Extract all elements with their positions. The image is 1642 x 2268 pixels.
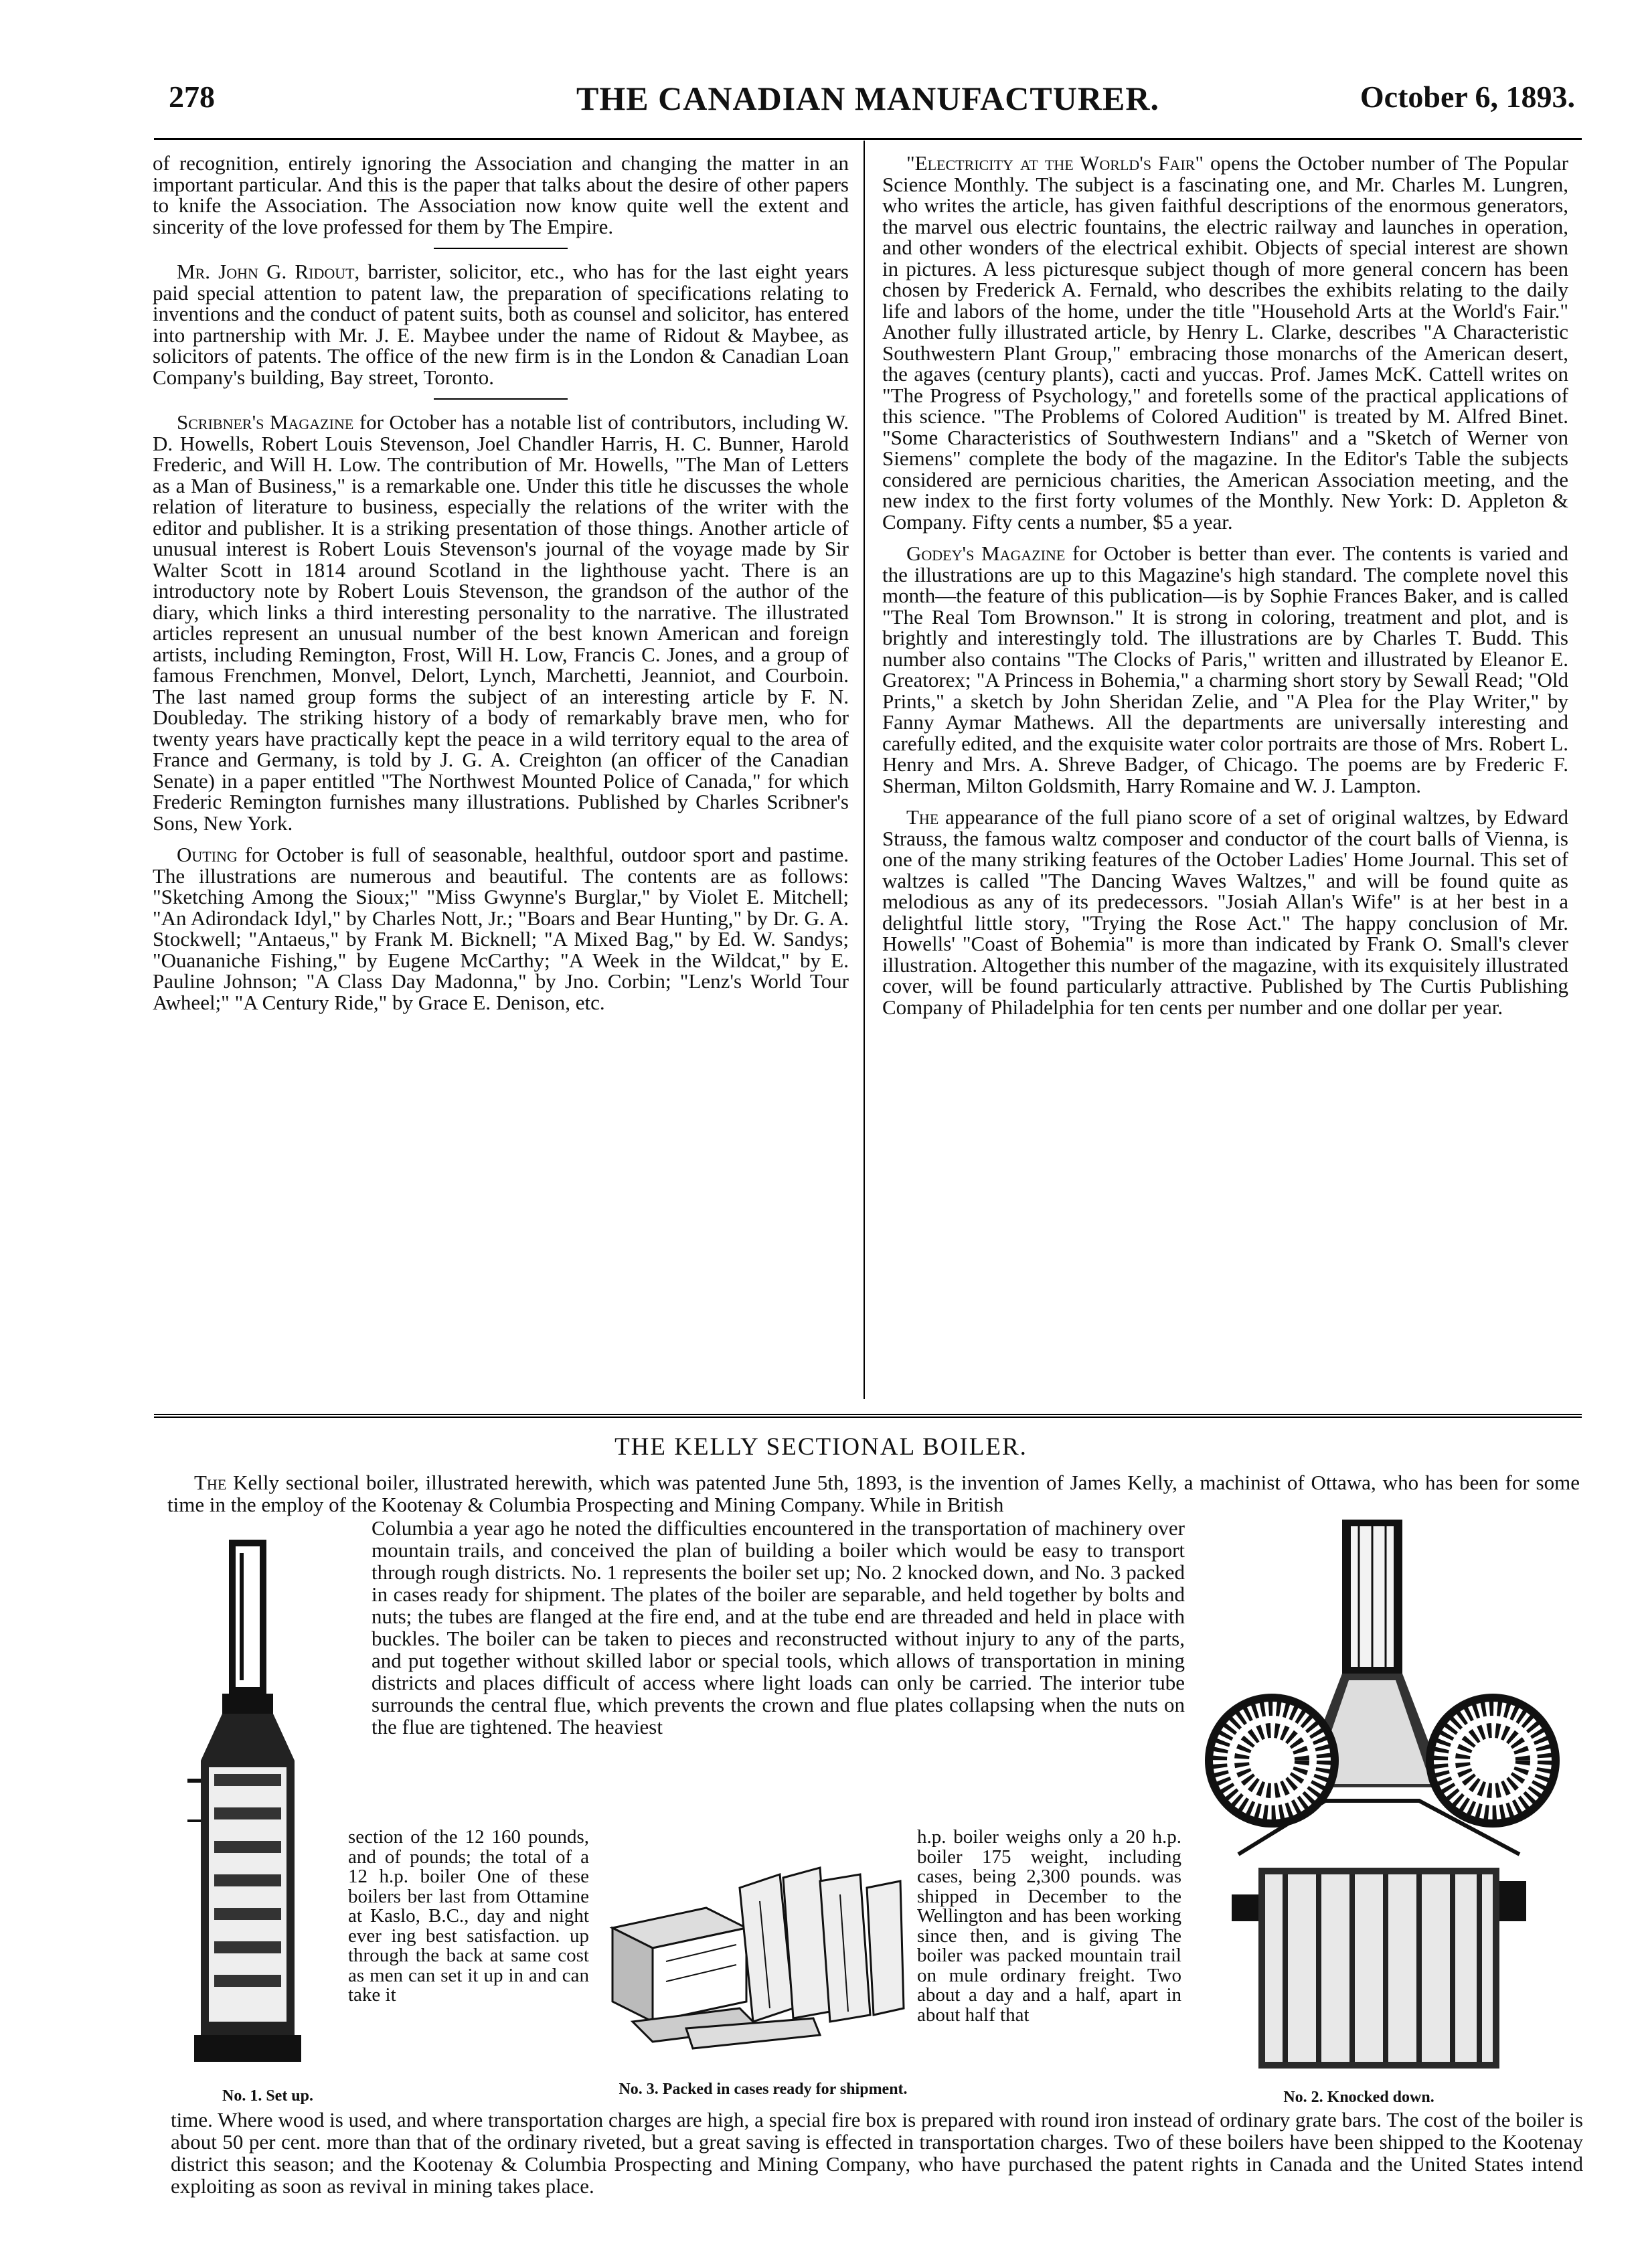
- separator: [434, 248, 568, 249]
- article-narrow-right: h.p. boiler weighs only a 20 h.p. boiler 175 weight, including cases, being 2,300 pounds. was shipped in December to the Wellington and has been working since then, and is giving The boiler was packed mountain trail on mule ordinary freight. Two about a day and a half, apart in about half that: [917, 1826, 1181, 2026]
- paragraph-empire: of recognition, entirely ignoring the Association and changing the matter in an important particular. And this is the paper that talks about the desire of other papers to knife the Association. The Association now know quite well the extent and sincerity of the love professed for them by The Empire.: [153, 151, 849, 238]
- right-column: [882, 153, 1568, 1028]
- separator: [434, 398, 568, 400]
- article-rule: [154, 1414, 1582, 1418]
- caption-set-up: No. 1. Set up.: [222, 2087, 314, 2105]
- caption-knocked-down: No. 2. Knocked down.: [1283, 2089, 1434, 2106]
- article-intro: The Kelly sectional boiler, illustrated herewith, which was patented June 5th, 1893, is the invention of James Kelly, a machinist of Ottawa, who has been for some time in the employ of the Kootenay & Columbia Prospecting and Mining Company. While in British: [167, 1471, 1580, 1516]
- article-body: Columbia a year ago he noted the difficulties encountered in the transportation of machinery over mountain trails, and conceived the plan of building a boiler which would be easy to transport through rough districts. No. 1 represents the boiler set up; No. 2 knocked down, and No. 3 packed in cases ready for shipment. The plates of the boiler are separable, and held together by bolts and nuts; the tubes are flanged at the fire end, and at the tube end are threaded and held in place with buckles. The boiler can be taken to pieces and reconstructed without injury to any of the parts, and put together without skilled labor or special tools, which allows of transportation in mining districts and places difficult of access where light loads can only be carried. The interior tube surrounds the central flue, which prevents the crown and flue plates collapsing when the nuts on the flue are tightened. The heaviest: [372, 1516, 1185, 1738]
- caption-packed: No. 3. Packed in cases ready for shipment.: [619, 2081, 908, 2098]
- paragraph-scribners: Scribner's Magazine for October has a notable list of contributors, including W. D. Howells, Robert Louis Stevenson, Joel Chandler Harris, H. C. Bunner, Harold Frederic, and Will H. Low. The contribution of Mr. Howells, "The Man of Letters as a Man of Business," is a remarkable one. Under this title he discusses the whole relation of literature to business, especially the relations of the writer with the editor and publisher. It is a striking presentation of those things. Another article of unusual interest is Robert Louis Stevenson's journal of the voyage made by Sir Walter Scott in 1814 around Scotland in the lighthouse yacht. There is an introductory note by Robert Louis Stevenson, the grandson of the author of the diary, which links a third interesting personality to the narrative. The illustrated articles represent an unusual number of the best known American and foreign artists, including Remington, Frost, Will H. Low, Francis C. Jones, and a group of famous Frenchmen, Monvel, Delort, Lynch, Marchetti, Jeanniot, and Courboin. The last named group forms the subject of an interesting article by F. N. Doubleday. The striking history of a body of remarkably brave men, who for twenty years have practically kept the peace in a wild territory equal to the area of France and Germany, is told by J. G. A. Creighton (an officer of the Canadian Senate) in a paper entitled "The Northwest Mounted Police of Canada," for which Frederic Remington furnishes many illustrations. Published by Charles Scribner's Sons, New York.: [153, 410, 849, 835]
- page-header: [154, 79, 1582, 139]
- boiler-set-up-illustration: [181, 1540, 315, 2069]
- article-title: THE KELLY SECTIONAL BOILER.: [614, 1433, 1028, 1461]
- paragraph-ladies-home-journal: The appearance of the full piano score of a set of original waltzes, by Edward Strauss, the famous waltz composer and conductor of the court balls of Vienna, is one of the many striking features of the October Ladies' Home Journal. This set of waltzes is called "The Dancing Waves Waltzes," and will be found quite as melodious as any of its predecessors. "Josiah Allan's Wife" is at her best in a delightful little story, "Trying the Rose Act." The happy conclusion of Mr. Howells' "Coast of Bohemia" is more than indicated by Frank O. Small's clever illustration. Altogether this number of the magazine, with its exquisitely illustrated cover, will be found particularly attractive. Published by The Curtis Publishing Company of Philadelphia for ten cents per number and one dollar per year.: [882, 805, 1568, 1019]
- article-conclusion: time. Where wood is used, and where transportation charges are high, a special fire box is prepared with round iron instead of ordinary grate bars. The cost of the boiler is about 50 per cent. more than that of the ordinary riveted, but a great saving is effected in transportation charges. Two of these boilers have been shipped to the Kootenay district this season; and the Kootenay & Columbia Prospecting and Mining Company, who have purchased the patent rights in Canada and the United States intend exploiting as soon as revival in mining takes place.: [171, 2108, 1583, 2198]
- article-narrow-left: section of the 12 160 pounds, and of pounds; the total of a 12 h.p. boiler One of these boilers ber last from Ottamine at Kaslo, B.C., day and night ever ing best satisfaction. up through the back at same cost as men can set it up in and can take it: [348, 1826, 589, 2006]
- boiler-packed-cases-illustration: [606, 1848, 907, 2062]
- paragraph-popular-science: "Electricity at the World's Fair" opens the October number of The Popular Science Monthly. The subject is a fascinating one, and Mr. Charles M. Lungren, who writes the article, has given faithful descriptions of the enormous generators, the marvel ous electric fountains, the electric railway and launches in operation, and other wonders of the electrical exhibit. Objects of special interest are shown in pictures. A less picturesque subject though of more general concern has been chosen by Frederick A. Fernald, who describes the exhibits relating to the daily life and labors of the home, under the title "Household Arts at the World's Fair." Another fully illustrated article, by Henry L. Clarke, describes "A Characteristic Southwestern Plant Group," embracing those monarchs of the American desert, the agaves (century plants), cacti and yuccas. Prof. James McK. Cattell writes on "The Progress of Psychology," and foretells some of the practical applications of this science. "The Problems of Colored Audition" is treated by M. Alfred Binet. "Some Characteristics of Southwestern Indians" and a "Sketch of Werner von Siemens" complete the body of the magazine. In the Editor's Table the subjects considered are pernicious charities, the American Association meeting, and the new index to the first forty volumes of the Monthly. New York: D. Appleton & Company. Fifty cents a number, $5 a year.: [882, 151, 1568, 534]
- boiler-knocked-down-illustration: [1198, 1520, 1573, 2089]
- column-divider: [864, 141, 865, 1399]
- paragraph-ridout: Mr. John G. Ridout, barrister, solicitor, etc., who has for the last eight years paid special attention to patent law, the preparation of specifications relating to inventions and the conduct of patent suits, both as counsel and solicitor, has entered into partnership with Mr. J. E. Maybee under the name of Ridout & Maybee, as solicitors of patents. The office of the new firm is in the London & Canadian Loan Company's building, Bay street, Toronto.: [153, 260, 849, 389]
- paragraph-godeys: Godey's Magazine for October is better than ever. The contents is varied and the illustrations are up to this Magazine's high standard. The complete novel this month—the feature of this publication—is by Sophie Frances Baker, and is called "The Real Tom Brownson." It is strong in coloring, treatment and plot, and is brightly and interestingly told. The illustrations are by Charles T. Budd. This number also contains "The Clocks of Paris," written and illustrated by Eleanor E. Greatorex; "A Princess in Bohemia," a charming short story by Sewall Read; "Old Prints," a sketch by John Sheridan Zelie, and "A Plea for the Play Writer," by Fanny Aymar Mathews. All the departments are universally interesting and carefully edited, and the exquisite water color portraits are those of Mrs. Robert L. Henry and Mrs. A. Shreve Badger, of Chicago. The poems are by Frederic F. Sherman, Milton Goldsmith, Harry Romaine and W. J. Lampton.: [882, 542, 1568, 797]
- paragraph-outing: Outing for October is full of seasonable, healthful, outdoor sport and pastime. The illustrations are numerous and beautiful. The contents are as follows: "Sketching Among the Sioux;" "Miss Gwynne's Burglar," by Violet E. Mitchell; "An Adirondack Idyl," by Charles Nott, Jr.; "Boars and Bear Hunting," by Dr. G. A. Stockwell; "Antaeus," by Frank M. Bicknell; "A Mixed Bag," by Ed. W. Sandys; "Ouananiche Fishing," by Eugene McCarthy; "A Week in the Wildcat," by E. Pauline Johnson; "A Class Day Madonna," by Jno. Corbin; "Lenz's World Tour Awheel;" "A Century Ride," by Grace E. Denison, etc.: [153, 843, 849, 1014]
- page-number: 278: [169, 80, 215, 114]
- header-rule: [154, 138, 1582, 140]
- masthead: THE CANADIAN MANUFACTURER.: [576, 80, 1159, 117]
- left-column: [153, 153, 849, 1024]
- issue-date: October 6, 1893.: [1360, 80, 1575, 114]
